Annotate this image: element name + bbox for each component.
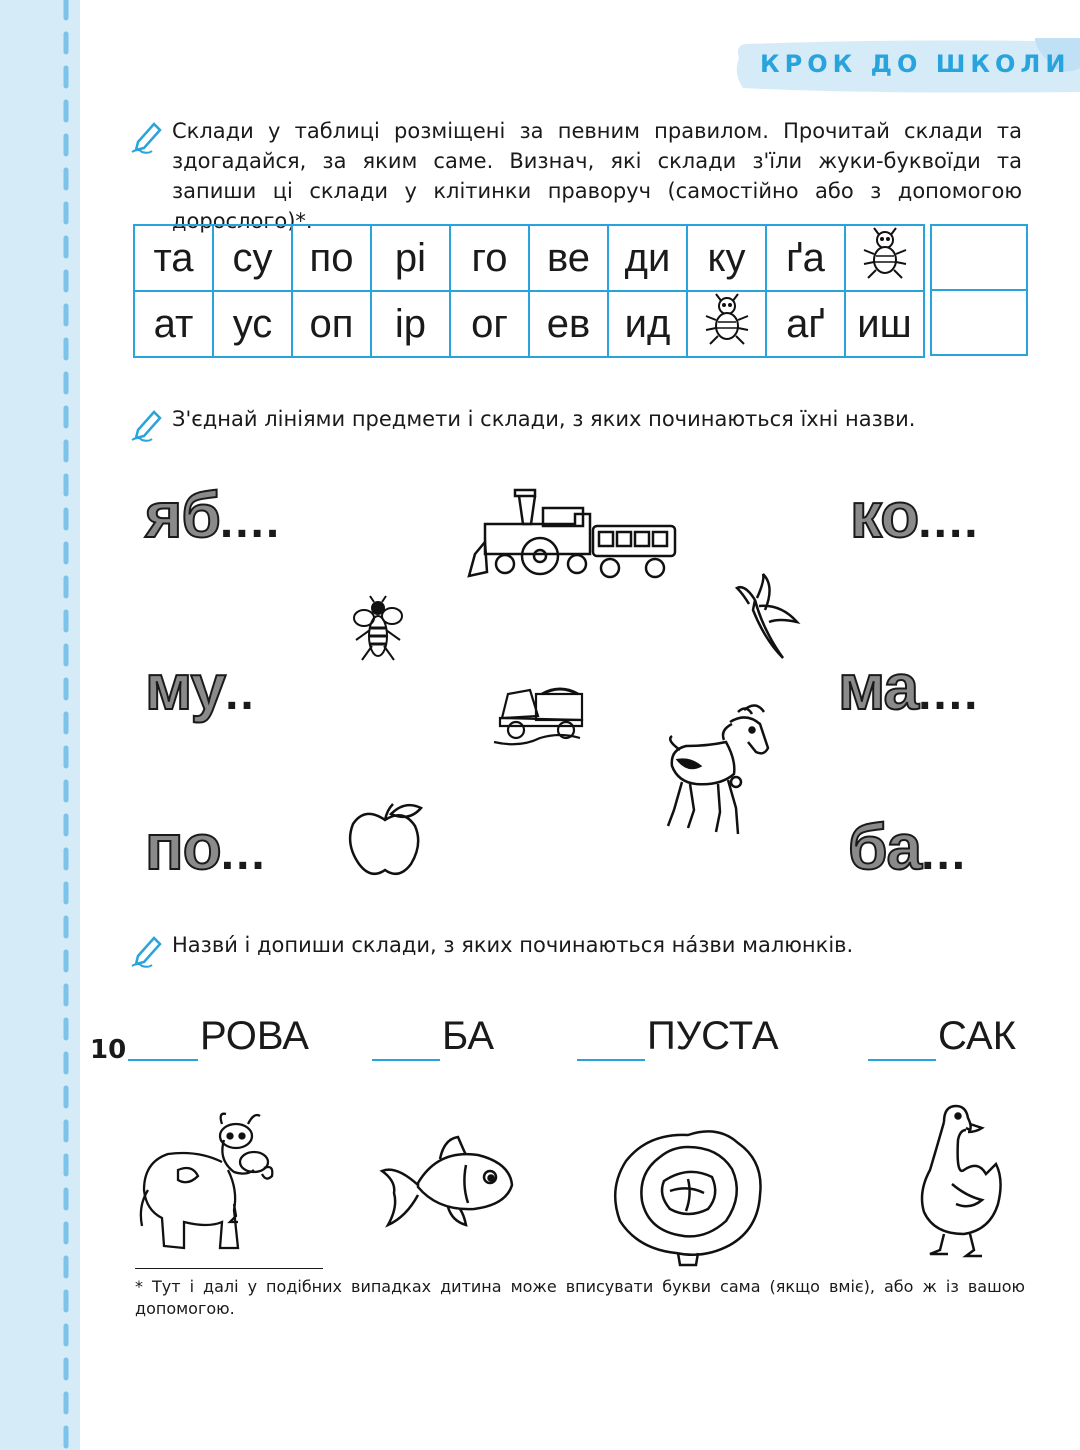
- page-sidebar: [0, 0, 80, 1450]
- beetle-cell: [687, 291, 766, 357]
- syllable-cell: су: [213, 225, 292, 291]
- pencil-icon: [130, 406, 166, 442]
- answer-table: [930, 224, 1028, 356]
- syllable-ba: ба...: [848, 811, 968, 883]
- truck-icon: [490, 676, 590, 752]
- answer-cell-1[interactable]: [931, 225, 1027, 290]
- syllable-table: [133, 224, 925, 358]
- beetle-cell: [845, 225, 924, 291]
- syllable-mu: му..: [145, 651, 256, 723]
- syllable-cell: та: [134, 225, 213, 291]
- word-blank[interactable]: [128, 1014, 198, 1061]
- syllable-cell: ве: [529, 225, 608, 291]
- syllable-cell: ди: [608, 225, 687, 291]
- word-rova: РОВА: [128, 1014, 309, 1061]
- fish-icon: [378, 1135, 518, 1235]
- task2-text: З'єднай лініями предмети і склади, з яких починаються їхні назви.: [172, 407, 916, 431]
- beetle-icon: [702, 292, 752, 346]
- syllable-cell: ат: [134, 291, 213, 357]
- word-blank[interactable]: [868, 1014, 936, 1061]
- banana-icon: [735, 570, 801, 662]
- word-ba: БА: [372, 1014, 494, 1061]
- answer-cell-2[interactable]: [931, 290, 1027, 355]
- syllable-yab: яб....: [145, 479, 282, 551]
- syllable-cell: иш: [845, 291, 924, 357]
- beetle-icon: [860, 226, 910, 280]
- syllable-row-2: [134, 291, 924, 357]
- page-number: 10: [90, 1035, 127, 1065]
- syllable-cell: ид: [608, 291, 687, 357]
- task3-text: Назви́ і допиши склади, з яких починаються на́зви малюнків.: [172, 933, 854, 957]
- syllable-cell: ус: [213, 291, 292, 357]
- footnote: * Тут і далі у подібних випадках дитина може вписувати букви сама (якщо вміє), або ж із вашою допомогою.: [135, 1277, 1025, 1318]
- task1-text: Склади у таблиці розміщені за певним правилом. Прочитай склади та здогадайся, за яким саме. Визнач, які склади з'їли жуки-буквоїди та запиши ці склади у клітинки праворуч (самостійно або з допомогою дорослого)*.: [172, 119, 1022, 233]
- syllable-cell: аґ: [766, 291, 845, 357]
- apple-icon: [345, 800, 425, 878]
- syllable-ma: ма....: [838, 651, 980, 723]
- syllable-cell: оп: [292, 291, 371, 357]
- syllable-cell: по: [292, 225, 371, 291]
- train-icon: [465, 484, 680, 584]
- word-blank[interactable]: [372, 1014, 440, 1061]
- cow-icon: [138, 1110, 278, 1258]
- goose-icon: [900, 1100, 1010, 1262]
- header-title: КРОК ДО ШКОЛИ: [760, 50, 1071, 78]
- syllable-ko: ко....: [850, 479, 980, 551]
- word-pusta: ПУСТА: [577, 1014, 779, 1061]
- syllable-cell: го: [450, 225, 529, 291]
- cabbage-icon: [608, 1125, 768, 1267]
- syllable-cell: ог: [450, 291, 529, 357]
- syllable-cell: рі: [371, 225, 450, 291]
- word-blank[interactable]: [577, 1014, 645, 1061]
- stitch-decoration: [0, 0, 80, 1450]
- syllable-cell: ев: [529, 291, 608, 357]
- pencil-icon: [130, 932, 166, 968]
- syllable-cell: ку: [687, 225, 766, 291]
- syllable-cell: ір: [371, 291, 450, 357]
- syllable-po: по...: [145, 811, 267, 883]
- bee-icon: [350, 594, 405, 666]
- word-sak: САК: [868, 1014, 1016, 1061]
- goat-icon: [660, 700, 775, 840]
- pencil-icon: [130, 118, 166, 154]
- footnote-divider: [135, 1268, 323, 1269]
- syllable-cell: ґа: [766, 225, 845, 291]
- syllable-row-1: [134, 225, 924, 291]
